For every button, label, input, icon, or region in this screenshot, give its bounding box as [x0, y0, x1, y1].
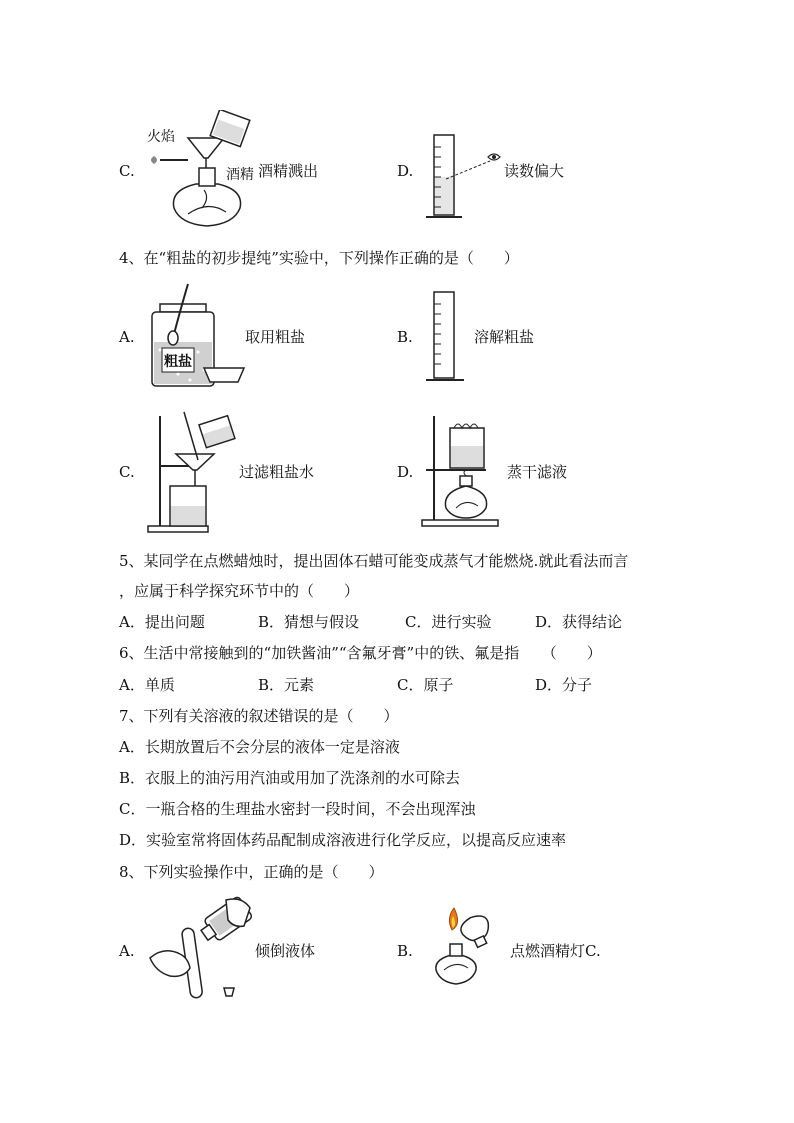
q8-a-pouring-liquid-figure — [146, 896, 256, 1006]
q3-c-caption: 酒精溅出 — [258, 162, 319, 180]
q3-c-alcohol-label: 酒精 — [226, 167, 254, 183]
q8-option-a-letter: A. — [119, 942, 135, 960]
q7-option-d: D．实验室常将固体药品配制成溶液进行化学反应，以提高反应速率 — [119, 831, 567, 849]
q4-option-d-letter: D. — [397, 463, 414, 481]
q3-c-flame-label: 火焰 — [147, 129, 175, 145]
q8-b-caption: 点燃酒精灯C. — [510, 942, 601, 960]
q5-option-c: C．进行实验 — [405, 613, 492, 631]
q4-option-b-letter: B. — [397, 328, 413, 346]
q5-option-b: B．猜想与假设 — [258, 613, 360, 631]
q8-b-lighting-lamp-figure — [428, 904, 512, 994]
q6-option-a: A．单质 — [119, 676, 175, 694]
q3-option-d-letter: D. — [397, 162, 414, 180]
q4-option-c-letter: C. — [119, 463, 135, 481]
q5-option-d: D．获得结论 — [535, 613, 623, 631]
q4-b-caption: 溶解粗盐 — [474, 328, 535, 346]
q4-b-graduated-cylinder-figure — [424, 288, 468, 384]
q5-stem-line1: 5、某同学在点燃蜡烛时，提出固体石蜡可能变成蒸气才能燃烧.就此看法而言 — [119, 552, 629, 570]
q4-c-caption: 过滤粗盐水 — [239, 463, 315, 481]
q8-option-b-letter: B. — [397, 942, 413, 960]
q4-option-a-letter: A. — [119, 328, 135, 346]
q3-d-caption: 读数偏大 — [504, 162, 565, 180]
q6-option-b: B．元素 — [258, 676, 315, 694]
q4-a-caption: 取用粗盐 — [245, 328, 306, 346]
q5-option-a: A．提出问题 — [119, 613, 205, 631]
q6-option-c: C．原子 — [397, 676, 454, 694]
q4-d-caption: 蒸干滤液 — [507, 463, 568, 481]
q4-c-filtration-figure — [146, 410, 238, 534]
q4-a-jar-label: 粗盐 — [164, 354, 192, 370]
q8-a-caption: 倾倒液体 — [255, 942, 316, 960]
q6-option-d: D．分子 — [535, 676, 593, 694]
q4-d-evaporation-figure — [420, 414, 510, 528]
q5-stem-line2: ，应属于科学探究环节中的（ ） — [119, 582, 360, 600]
q6-stem: 6、生活中常接触到的“加铁酱油”“含氟牙膏”中的铁、氟是指 （ ） — [119, 644, 602, 662]
q7-stem: 7、下列有关溶液的叙述错误的是（ ） — [119, 707, 399, 725]
q7-option-b: B．衣服上的油污用汽油或用加了洗涤剂的水可除去 — [119, 769, 461, 787]
q8-stem: 8、下列实验操作中，正确的是（ ） — [119, 863, 384, 881]
q3-d-graduated-cylinder-figure — [424, 131, 504, 221]
q3-option-c-letter: C. — [119, 162, 135, 180]
q7-option-c: C．一瓶合格的生理盐水密封一段时间，不会出现浑浊 — [119, 800, 476, 818]
q4-stem: 4、在“粗盐的初步提纯”实验中，下列操作正确的是（ ） — [119, 249, 519, 267]
q4-a-salt-jar-figure — [148, 282, 250, 388]
q7-option-a: A．长期放置后不会分层的液体一定是溶液 — [119, 738, 400, 756]
